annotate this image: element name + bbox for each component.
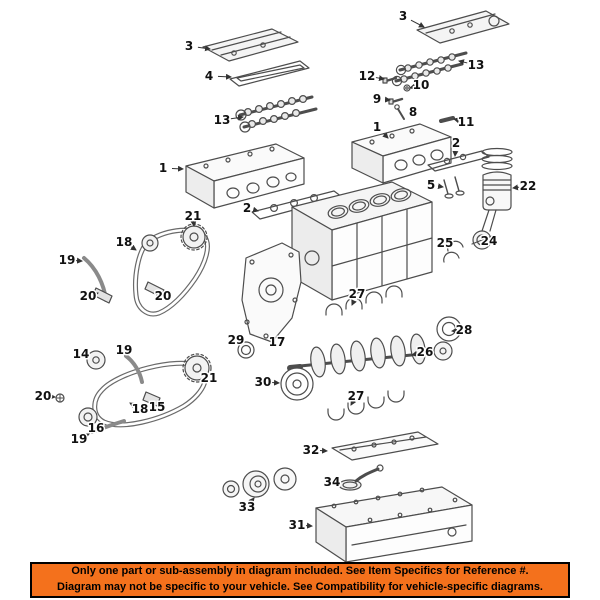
callout-19: 19 [115, 343, 133, 357]
callout-20: 20 [154, 289, 172, 303]
callout-21: 21 [184, 209, 202, 223]
callout-3: 3 [398, 9, 408, 23]
callout-33: 33 [238, 500, 256, 514]
callout-leader-3 [411, 20, 424, 27]
callout-13: 13 [213, 113, 231, 127]
banner-line-2: Diagram may not be specific to your vehicle. See Compatibility for vehicle-specific diagrams. [57, 581, 543, 593]
callout-27: 27 [347, 389, 365, 403]
callout-20: 20 [79, 289, 97, 303]
callout-leader-1 [172, 168, 183, 169]
callout-leader-22 [513, 187, 519, 188]
callout-17: 17 [268, 335, 286, 349]
callout-18: 18 [115, 235, 133, 249]
callout-leader-2 [256, 210, 258, 211]
callout-leader-3 [198, 47, 210, 49]
callout-16: 16 [87, 421, 105, 435]
callout-29: 29 [227, 333, 245, 347]
callout-22: 22 [519, 179, 537, 193]
callout-5: 5 [426, 178, 436, 192]
callout-14: 14 [72, 347, 90, 361]
callout-12: 12 [358, 69, 376, 83]
callout-26: 26 [416, 345, 434, 359]
callout-21: 21 [200, 371, 218, 385]
callout-leader-27 [352, 302, 353, 305]
callout-leader-5 [440, 186, 443, 187]
compatibility-banner [30, 562, 570, 598]
callout-leader-13 [231, 117, 243, 119]
callout-2: 2 [242, 201, 252, 215]
callout-13: 13 [467, 58, 485, 72]
callout-27: 27 [348, 287, 366, 301]
callout-11: 11 [457, 115, 475, 129]
callout-31: 31 [288, 518, 306, 532]
callout-leader-27 [351, 404, 352, 405]
callout-20: 20 [34, 389, 52, 403]
callout-2: 2 [451, 136, 461, 150]
callout-34: 34 [323, 475, 341, 489]
callout-9: 9 [372, 92, 382, 106]
callout-25: 25 [436, 236, 454, 250]
callout-24: 24 [480, 234, 498, 248]
callout-4: 4 [204, 69, 214, 83]
callout-28: 28 [455, 323, 473, 337]
callout-leader-4 [218, 76, 231, 77]
callout-10: 10 [412, 78, 430, 92]
callout-8: 8 [408, 105, 418, 119]
callout-3: 3 [184, 39, 194, 53]
callout-18: 18 [131, 402, 149, 416]
callout-19: 19 [58, 253, 76, 267]
callout-leader-13 [459, 61, 467, 63]
callout-30: 30 [254, 375, 272, 389]
callout-leader-12 [376, 78, 384, 79]
callout-15: 15 [148, 400, 166, 414]
callout-1: 1 [158, 161, 168, 175]
callout-1: 1 [372, 120, 382, 134]
callout-32: 32 [302, 443, 320, 457]
callout-leader-1 [383, 133, 388, 138]
banner-line-1: Only one part or sub-assembly in diagram included. See Item Specifics for Reference #. [71, 565, 529, 578]
callout-leader-26 [412, 354, 416, 355]
callout-19: 19 [70, 432, 88, 446]
